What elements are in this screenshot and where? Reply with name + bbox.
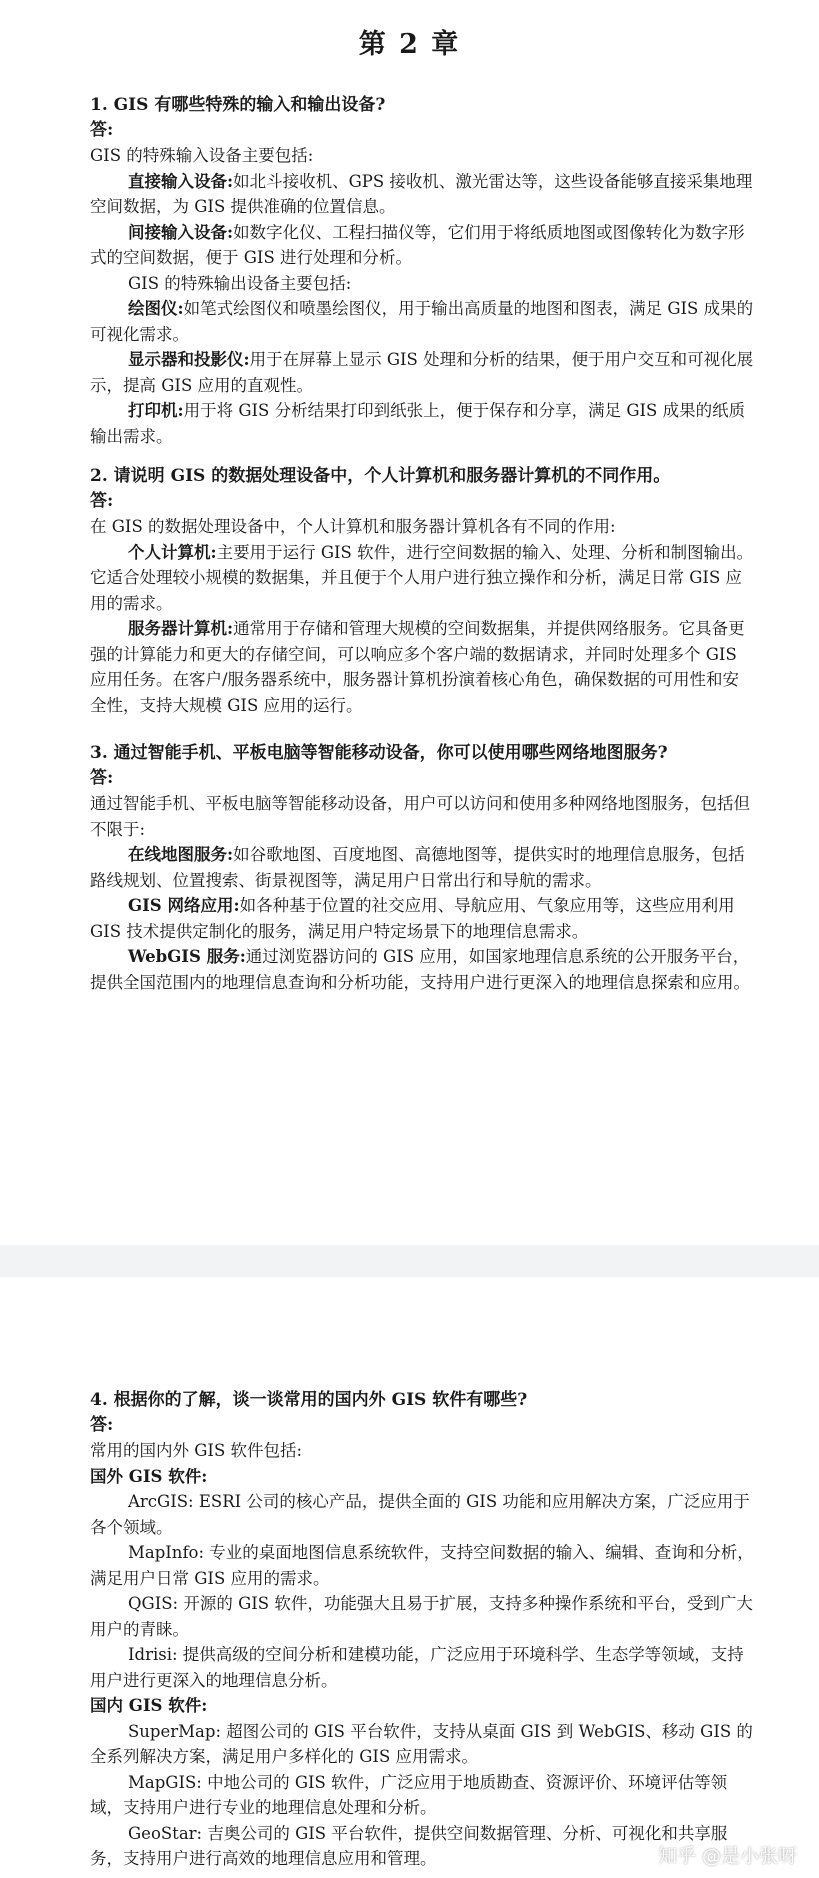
software-item: Idrisi: 提供高级的空间分析和建模功能，广泛应用于环境科学、生态学等领域，支持用户进行更深入的地理信息分析。: [90, 1645, 744, 1690]
term: GIS 网络应用:: [128, 896, 240, 915]
software-item: GeoStar: 吉奥公司的 GIS 平台软件，提供空间数据管理、分析、可视化和共享服务，支持用户进行高效的地理信息应用和管理。: [90, 1823, 728, 1868]
paragraph: 常用的国内外 GIS 软件包括:: [90, 1441, 303, 1460]
software-item: MapGIS: 中地公司的 GIS 软件，广泛应用于地质勘查、资源评价、环境评估等领域，支持用户进行专业的地理信息处理和分析。: [90, 1772, 728, 1817]
section-heading-foreign: 国外 GIS 软件:: [90, 1466, 208, 1486]
paragraph: GIS 的特殊输入设备主要包括:: [90, 146, 314, 165]
chapter-title: 第 2 章: [358, 29, 461, 60]
paragraph: 在线地图服务:如谷歌地图、百度地图、高德地图等，提供实时的地理信息服务，包括路线规划、位置搜索、街景视图等，满足用户日常出行和导航的需求。: [90, 845, 745, 890]
paragraph: WebGIS 服务:通过浏览器访问的 GIS 应用，如国家地理信息系统的公开服务平台，提供全国范围内的地理信息查询和分析功能，支持用户进行更深入的地理信息探索和应用。: [90, 947, 750, 992]
paragraph: 在 GIS 的数据处理设备中，个人计算机和服务器计算机各有不同的作用:: [90, 517, 616, 536]
answer-label: 答:: [90, 491, 114, 511]
paragraph: GIS 网络应用:如各种基于位置的社交应用、导航应用、气象应用等，这些应用利用 GIS 技术提供定制化的服务，满足用户特定场景下的地理信息需求。: [90, 896, 735, 941]
term: 显示器和投影仪:: [128, 350, 250, 369]
term: 在线地图服务:: [128, 845, 234, 864]
paragraph: GIS 的特殊输出设备主要包括:: [128, 273, 352, 293]
paragraph: 打印机:用于将 GIS 分析结果打印到纸张上，便于保存和分享，满足 GIS 成果的纸质输出需求。: [90, 401, 746, 446]
term: 直接输入设备:: [128, 171, 234, 191]
software-item: SuperMap: 超图公司的 GIS 平台软件，支持从桌面 GIS 到 WebGIS、移动 GIS 的全系列解决方案，满足用户多样化的 GIS 应用需求。: [90, 1721, 753, 1766]
paragraph: 通过智能手机、平板电脑等智能移动设备，用户可以访问和使用多种网络地图服务，包括但不限于:: [90, 794, 750, 839]
term: WebGIS 服务:: [128, 947, 246, 966]
question-1: 1. GIS 有哪些特殊的输入和输出设备?: [90, 95, 386, 115]
answer-label: 答:: [90, 1415, 114, 1435]
question-2: 2. 请说明 GIS 的数据处理设备中，个人计算机和服务器计算机的不同作用。: [90, 466, 671, 486]
software-item: QGIS: 开源的 GIS 软件，功能强大且易于扩展，支持多种操作系统和平台，受到广大用户的青睐。: [90, 1594, 753, 1639]
paragraph: 直接输入设备:如北斗接收机、GPS 接收机、激光雷达等，这些设备能够直接采集地理空间数据，为 GIS 提供准确的位置信息。: [90, 171, 753, 216]
watermark: 知乎 @是小张呀: [657, 1845, 797, 1867]
software-item: ArcGIS: ESRI 公司的核心产品，提供全面的 GIS 功能和应用解决方案，广泛应用于各个领域。: [90, 1492, 750, 1537]
term: 间接输入设备:: [128, 222, 234, 242]
answer-label: 答:: [90, 120, 114, 140]
term: 打印机:: [128, 401, 184, 420]
software-item: MapInfo: 专业的桌面地图信息系统软件，支持空间数据的输入、编辑、查询和分析，满足用户日常 GIS 应用的需求。: [90, 1543, 754, 1588]
answer-label: 答:: [90, 768, 114, 788]
paragraph: 间接输入设备:如数字化仪、工程扫描仪等，它们用于将纸质地图或图像转化为数字形式的空间数据，便于 GIS 进行处理和分析。: [90, 222, 745, 267]
question-3-section: [90, 740, 755, 995]
section-heading-domestic: 国内 GIS 软件:: [90, 1696, 208, 1715]
question-4-section: [90, 1387, 755, 1872]
page-separator: [0, 1245, 819, 1277]
question-1-section: [90, 92, 755, 449]
paragraph: 服务器计算机:通常用于存储和管理大规模的空间数据集，并提供网络服务。它具备更强的计算能力和更大的存储空间，可以响应多个客户端的数据请求，并同时处理多个 GIS 应用任务。在客户/服务器系统中，服务器计算机扮演着核心角色，确保数据的可用性和安全性，支持大规模 GIS 应用的运行。: [90, 619, 745, 715]
term: 个人计算机:: [128, 542, 217, 562]
paragraph: 显示器和投影仪:用于在屏幕上显示 GIS 处理和分析的结果，便于用户交互和可视化展示，提高 GIS 应用的直观性。: [90, 350, 754, 395]
term: 服务器计算机:: [128, 619, 234, 638]
paragraph: 绘图仪:如笔式绘图仪和喷墨绘图仪，用于输出高质量的地图和图表，满足 GIS 成果的可视化需求。: [90, 299, 754, 344]
term: 绘图仪:: [128, 299, 184, 318]
question-4: 4. 根据你的了解，谈一谈常用的国内外 GIS 软件有哪些?: [90, 1390, 528, 1410]
paragraph: 个人计算机:主要用于运行 GIS 软件，进行空间数据的输入、处理、分析和制图输出。它适合处理较小规模的数据集，并且便于个人用户进行独立操作和分析，满足日常 GIS 应用的需求。: [90, 542, 754, 613]
question-3: 3. 通过智能手机、平板电脑等智能移动设备，你可以使用哪些网络地图服务?: [90, 743, 668, 763]
document-page-2: [0, 1277, 819, 1878]
question-2-section: [90, 463, 755, 718]
